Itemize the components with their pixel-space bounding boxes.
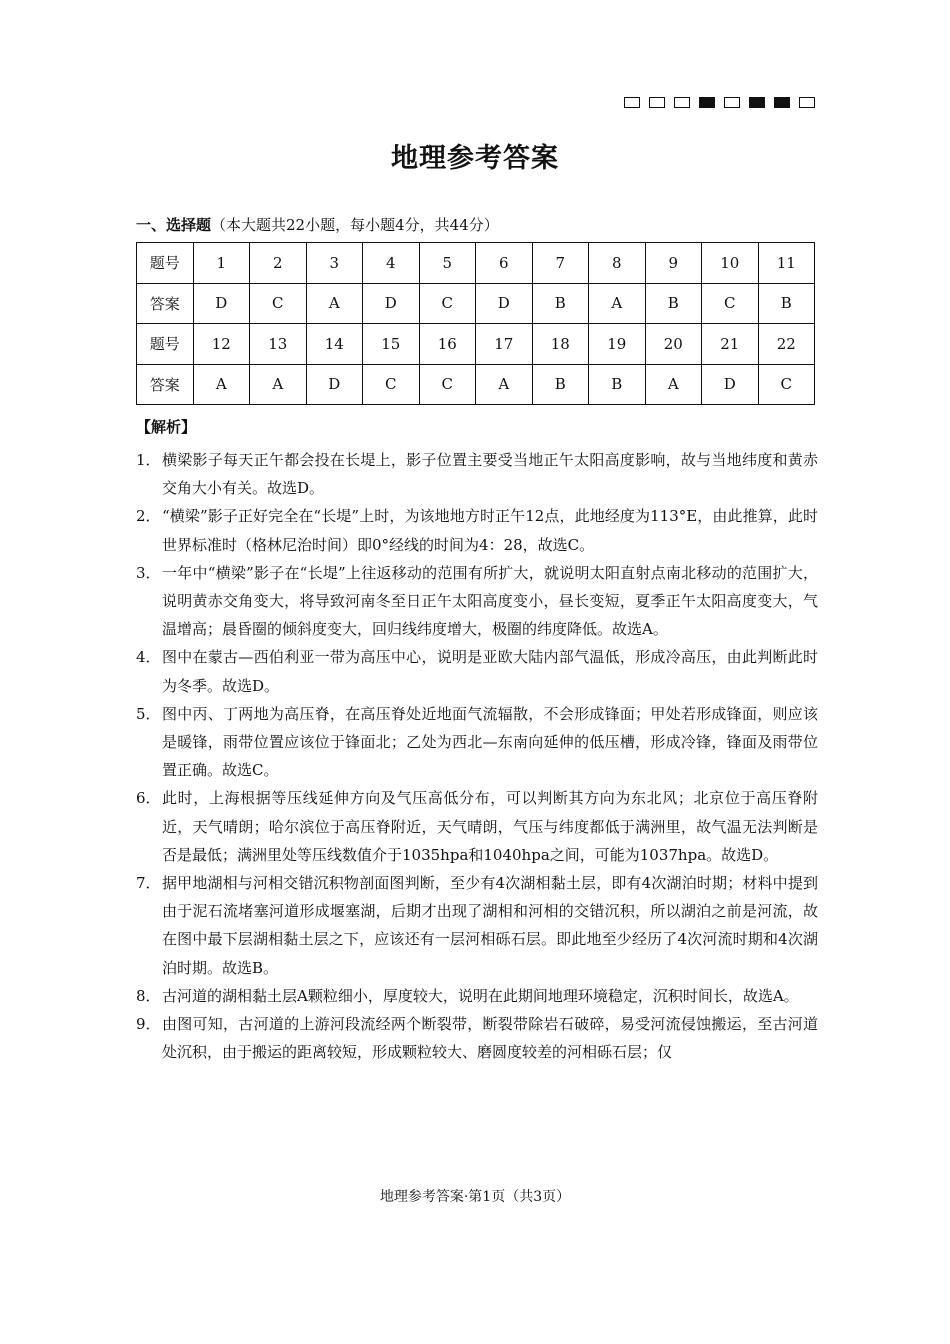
analysis-item-number: 9． xyxy=(136,1015,161,1034)
table-cell: C xyxy=(702,283,759,324)
row-header-cell: 答案 xyxy=(137,283,194,324)
table-cell: 3 xyxy=(306,243,363,284)
table-cell: C xyxy=(419,283,476,324)
table-cell: 11 xyxy=(758,243,815,284)
analysis-item-text: 据甲地湖相与河相交错沉积物剖面图判断，至少有4次湖相黏土层，即有4次湖泊时期；材料中提到由于泥石流堵塞河道形成堰塞湖，后期才出现了湖相和河相的交错沉积，所以湖泊之前是河流，故在图中最下层湖相黏土层之下，应该还有一层河相砾石层。即此地至少经历了4次河流时期和4次湖泊时期。故选B。 xyxy=(162,874,818,977)
header-mark-box xyxy=(674,97,690,108)
section-note: （本大题共22小题，每小题4分，共44分） xyxy=(211,216,499,234)
answer-table-row xyxy=(137,364,815,405)
page-title: 地理参考答案 xyxy=(391,143,559,174)
analysis-heading: 【解析】 xyxy=(136,418,197,436)
table-cell: B xyxy=(589,364,646,405)
table-cell: C xyxy=(758,364,815,405)
table-cell: B xyxy=(532,364,589,405)
answer-table xyxy=(136,242,815,405)
analysis-item-number: 6． xyxy=(136,789,161,808)
analysis-item xyxy=(136,643,818,699)
analysis-item xyxy=(136,502,818,558)
table-cell: D xyxy=(306,364,363,405)
analysis-item xyxy=(136,700,818,785)
header-mark-box xyxy=(649,97,665,108)
analysis-item-number: 8． xyxy=(136,986,161,1005)
analysis-item-text: 横梁影子每天正午都会投在长堤上，影子位置主要受当地正午太阳高度影响，故与当地纬度和黄赤交角大小有关。故选D。 xyxy=(162,451,818,498)
analysis-item-text: 图中丙、丁两地为高压脊，在高压脊处近地面气流辐散，不会形成锋面；甲处若形成锋面，则应该是暖锋，雨带位置应该位于锋面北；乙处为西北—东南向延伸的低压槽，形成冷锋，锋面及雨带位置正确。故选C。 xyxy=(162,704,818,780)
analysis-item xyxy=(136,784,818,869)
header-marks xyxy=(624,97,815,108)
answer-table-row xyxy=(137,243,815,284)
table-cell: B xyxy=(758,283,815,324)
section-label: 一、选择题 xyxy=(136,216,212,234)
analysis-item-number: 5． xyxy=(136,704,161,723)
answer-table-row xyxy=(137,283,815,324)
analysis-item-text: 古河道的湖相黏土层A颗粒细小，厚度较大，说明在此期间地理环境稳定，沉积时间长，故选A。 xyxy=(162,986,799,1005)
table-cell: 2 xyxy=(250,243,307,284)
analysis-item-number: 4． xyxy=(136,648,161,667)
analysis-item xyxy=(136,1010,818,1066)
header-mark-box xyxy=(699,97,715,108)
table-cell: C xyxy=(363,364,420,405)
analysis-item xyxy=(136,982,818,1010)
table-cell: D xyxy=(363,283,420,324)
table-cell: 10 xyxy=(702,243,759,284)
header-mark-box xyxy=(749,97,765,108)
table-cell: A xyxy=(589,283,646,324)
table-cell: A xyxy=(306,283,363,324)
analysis-item xyxy=(136,446,818,502)
header-mark-box xyxy=(774,97,790,108)
answer-table-row xyxy=(137,324,815,365)
table-cell: A xyxy=(250,364,307,405)
table-cell: 14 xyxy=(306,324,363,365)
row-header-cell: 题号 xyxy=(137,243,194,284)
table-cell: D xyxy=(702,364,759,405)
row-header-cell: 答案 xyxy=(137,364,194,405)
table-cell: 6 xyxy=(476,243,533,284)
header-mark-box xyxy=(724,97,740,108)
table-cell: D xyxy=(476,283,533,324)
table-cell: C xyxy=(250,283,307,324)
table-cell: 4 xyxy=(363,243,420,284)
analysis-item-number: 2． xyxy=(136,507,161,526)
analysis-item-text: 此时，上海根据等压线延伸方向及气压高低分布，可以判断其方向为东北风；北京位于高压脊附近，天气晴朗；哈尔滨位于高压脊附近，天气晴朗，气压与纬度都低于满洲里，故气温无法判断是否是最低；满洲里处等压线数值介于1035hpa和1040hpa之间，可能为1037hpa。故选D。 xyxy=(162,789,818,864)
table-cell: 13 xyxy=(250,324,307,365)
table-cell: A xyxy=(645,364,702,405)
row-header-cell: 题号 xyxy=(137,324,194,365)
table-cell: 1 xyxy=(193,243,250,284)
table-cell: D xyxy=(193,283,250,324)
header-mark-box xyxy=(624,97,640,108)
table-cell: A xyxy=(476,364,533,405)
table-cell: 17 xyxy=(476,324,533,365)
header-mark-box xyxy=(799,97,815,108)
table-cell: 19 xyxy=(589,324,646,365)
table-cell: 16 xyxy=(419,324,476,365)
table-cell: 5 xyxy=(419,243,476,284)
table-cell: B xyxy=(645,283,702,324)
analysis-item-text: “横梁”影子正好完全在“长堤”上时，为该地地方时正午12点，此地经度为113°E，由此推算，此时世界标准时（格林尼治时间）即0°经线的时间为4：28，故选C。 xyxy=(162,507,818,554)
analysis-item-number: 1． xyxy=(136,451,161,469)
analysis-item-number: 3． xyxy=(136,563,161,582)
table-cell: 7 xyxy=(532,243,589,284)
table-cell: 12 xyxy=(193,324,250,365)
table-cell: A xyxy=(193,364,250,405)
table-cell: 22 xyxy=(758,324,815,365)
analysis-item xyxy=(136,559,818,644)
table-cell: 9 xyxy=(645,243,702,284)
table-cell: 18 xyxy=(532,324,589,365)
table-cell: 20 xyxy=(645,324,702,365)
analysis-item xyxy=(136,869,818,982)
analysis-item-number: 7． xyxy=(136,874,161,893)
page-footer: 地理参考答案·第1页（共3页） xyxy=(379,1189,571,1205)
section-heading xyxy=(136,214,499,235)
table-cell: 8 xyxy=(589,243,646,284)
analysis-list xyxy=(136,446,818,1066)
table-cell: 21 xyxy=(702,324,759,365)
analysis-item-text: 一年中“横梁”影子在“长堤”上往返移动的范围有所扩大，就说明太阳直射点南北移动的范围扩大，说明黄赤交角变大，将导致河南冬至日正午太阳高度变小，昼长变短，夏季正午太阳高度变大，气温增高；晨昏圈的倾斜度变大，回归线纬度增大，极圈的纬度降低。故选A。 xyxy=(162,563,818,639)
analysis-item-text: 由图可知，古河道的上游河段流经两个断裂带，断裂带除岩石破碎，易受河流侵蚀搬运，至古河道处沉积，由于搬运的距离较短，形成颗粒较大、磨圆度较差的河相砾石层；仅 xyxy=(162,1015,818,1062)
table-cell: C xyxy=(419,364,476,405)
table-cell: B xyxy=(532,283,589,324)
analysis-item-text: 图中在蒙古—西伯利亚一带为高压中心，说明是亚欧大陆内部气温低，形成冷高压，由此判断此时为冬季。故选D。 xyxy=(162,648,818,695)
table-cell: 15 xyxy=(363,324,420,365)
